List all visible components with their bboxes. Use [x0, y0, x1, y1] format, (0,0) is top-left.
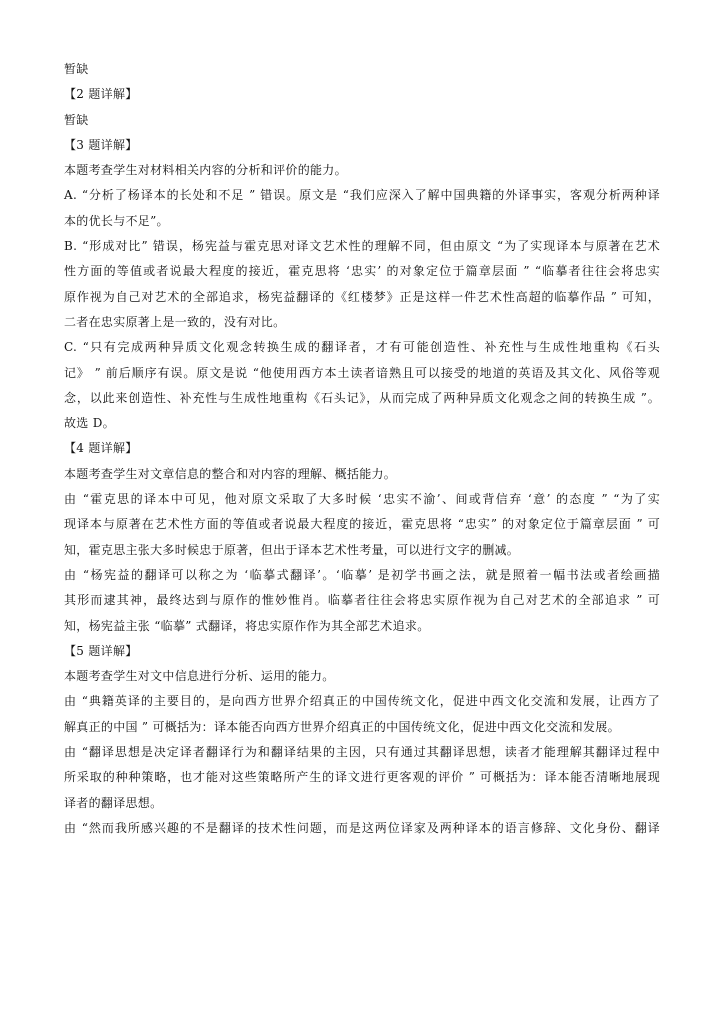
text-line: 译者的翻译思想。 [64, 795, 163, 810]
text-line: 由 “翻译思想是决定译者翻译行为和翻译结果的主因，只有通过其翻译思想，读者才能理解其翻译过程中 [64, 745, 660, 760]
text-line: 暂缺 [64, 62, 89, 76]
text-line: 性方面的等值或者说最大程度的接近，霍克思将 ‘忠实’ 的对象定位于篇章层面 ” “临摹者往往会将忠实 [64, 264, 660, 279]
text-line: A. “分析了杨译本的长处和不足 ” 错误。原文是 “我们应深入了解中国典籍的外译事实，客观分析两种译 [64, 188, 660, 203]
text-line: 【2 题详解】 [64, 87, 138, 102]
text-line: C. “只有完成两种异质文化观念转换生成的翻译者，才有可能创造性、补充性与生成性地重构《石头 [64, 340, 660, 355]
text-line: 由 “杨宪益的翻译可以称之为 ‘临摹式翻译’。‘临摹’ 是初学书画之法，就是照着一幅书法或者绘画描 [64, 567, 660, 582]
text-line: 本的优长与不足”。 [64, 213, 169, 228]
text-line: 本题考查学生对文中信息进行分析、运用的能力。 [64, 669, 335, 684]
text-line: 解真正的中国 ” 可概括为：译本能否向西方世界介绍真正的中国传统文化，促进中西文化交流和发展。 [64, 719, 620, 734]
text-line: 【4 题详解】 [64, 441, 138, 456]
text-line: 【3 题详解】 [64, 137, 138, 152]
text-line: 原作视为自己对艺术的全部追求，杨宪益翻译的《红楼梦》正是这样一件艺术性高超的临摹作品 ” 可知， [64, 289, 660, 304]
text-line: 其形而逮其神，最终达到与原作的惟妙惟肖。临摹者往往会将忠实原作视为自己对艺术的全部追求 ” 可 [64, 593, 660, 608]
text-line: 本题考查学生对文章信息的整合和对内容的理解、概括能力。 [64, 466, 397, 481]
text-line: 暂缺 [64, 112, 89, 127]
text-line: 二者在忠实原著上是一致的，没有对比。 [64, 314, 286, 329]
text-line: 故选 D。 [64, 416, 115, 431]
text-line: 【5 题详解】 [64, 643, 138, 658]
document-body [64, 57, 660, 841]
text-line: 念，以此来创造性、补充性与生成性地重构《石头记》，从而完成了两种异质文化观念之间的转换生成 ”。 [64, 390, 660, 405]
text-line: 知，霍克思主张大多时候忠于原著，但出于译本艺术性考量，可以进行文字的删减。 [64, 542, 520, 557]
text-line: 所采取的种种策略，也才能对这些策略所产生的译文进行更客观的评价 ” 可概括为：译本能否清晰地展现 [64, 770, 660, 785]
text-line: 记》 ” 前后顺序有误。原文是说 “他使用西方本土读者谙熟且可以接受的地道的英语及其文化、风俗等观 [64, 365, 660, 380]
text-line: B. “形成对比” 错误，杨宪益与霍克思对译文艺术性的理解不同，但由原文 “为了实现译本与原著在艺术 [64, 239, 660, 254]
text-line: 知，杨宪益主张 “临摹” 式翻译，将忠实原作作为其全部艺术追求。 [64, 618, 430, 633]
text-line: 由 “霍克思的译本中可见，他对原文采取了大多时候 ‘忠实不渝’、间或背信弃 ‘意’ 的态度 ” “为了实 [64, 492, 660, 507]
text-line: 现译本与原著在艺术性方面的等值或者说最大程度的接近，霍克思将 “忠实” 的对象定位于篇章层面 ” 可 [64, 517, 660, 532]
text-line: 本题考查学生对材料相关内容的分析和评价的能力。 [64, 163, 347, 178]
text-line: 由 “然而我所感兴趣的不是翻译的技术性问题，而是这两位译家及两种译本的语言修辞、文化身份、翻译 [64, 820, 660, 835]
text-line: 由 “典籍英译的主要目的，是向西方世界介绍真正的中国传统文化，促进中西文化交流和发展，让西方了 [64, 694, 660, 709]
